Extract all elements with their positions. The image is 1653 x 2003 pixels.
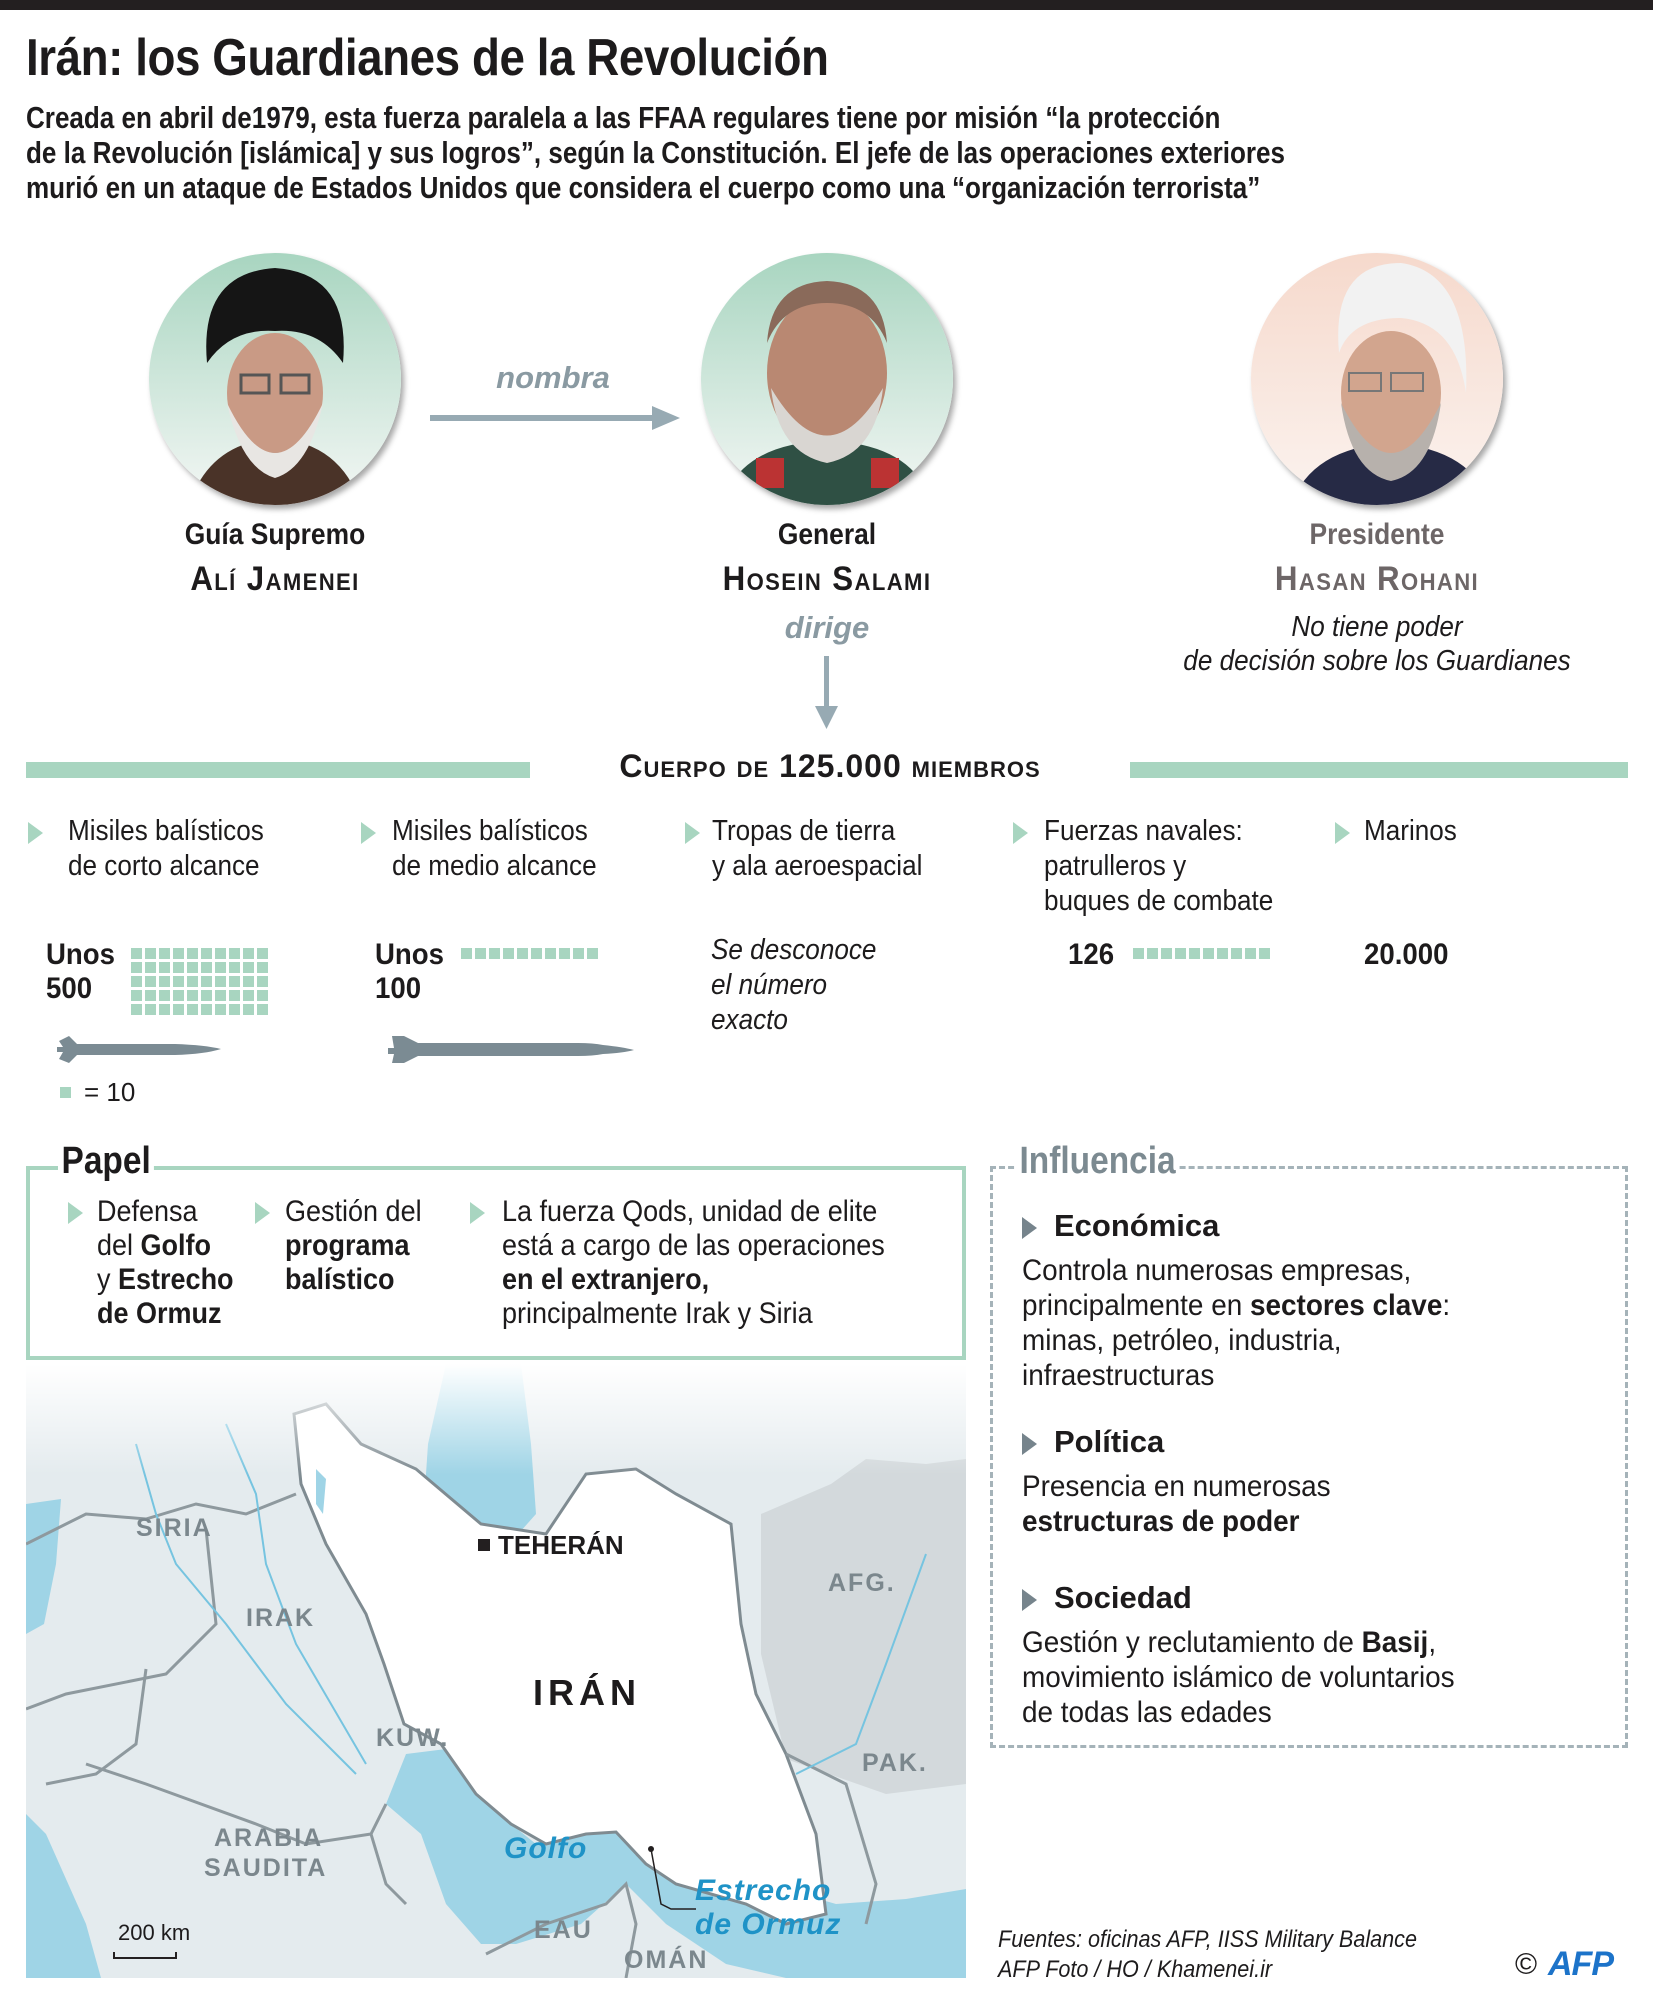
leads-label: dirige — [784, 610, 870, 645]
unit-square-icon — [145, 976, 156, 987]
unit-square-icon — [461, 948, 472, 959]
papel-item-qods — [502, 1195, 885, 1331]
unit-square-icon — [573, 948, 584, 959]
unit-square-icon — [1259, 948, 1270, 959]
rohani-note — [1143, 610, 1611, 678]
papel-title: Papel — [58, 1140, 154, 1183]
map-label-gulf: Golfo — [504, 1832, 588, 1865]
unit-square-icon — [503, 948, 514, 959]
person-name: Hosein Salami — [722, 560, 932, 598]
unit-square-icon — [257, 1004, 268, 1015]
page-title: Irán: los Guardianes de la Revolución — [26, 29, 829, 87]
papel-line: en el extranjero, — [502, 1263, 710, 1296]
map-label-country: PAK. — [862, 1749, 928, 1777]
person-photo-icon — [1251, 253, 1503, 505]
papel-line: Gestión del — [285, 1195, 422, 1228]
category-line: de medio alcance — [392, 850, 597, 882]
influence-text-economic — [1022, 1253, 1450, 1393]
count-marines: 20.000 — [1364, 938, 1449, 971]
portrait-salami — [701, 253, 953, 505]
unit-square-icon — [173, 962, 184, 973]
map-label-country: SIRIA — [136, 1514, 213, 1542]
arrow-right-icon — [430, 405, 682, 433]
category-line: patrulleros y — [1044, 850, 1187, 882]
appoints-label: nombra — [496, 360, 610, 395]
unit-square-icon — [173, 1004, 184, 1015]
subtitle — [26, 100, 1454, 205]
unit-square-icon — [201, 948, 212, 959]
role-label: Presidente — [1309, 518, 1445, 551]
unit-square-icon — [1231, 948, 1242, 959]
unit-square-icon — [229, 990, 240, 1001]
map-label-country: ARABIA — [214, 1824, 324, 1852]
count-line: 100 — [375, 972, 422, 1005]
bullet-icon — [1022, 1589, 1037, 1611]
person-name: Alí Jamenei — [190, 560, 360, 598]
short-range-missile-icon — [55, 1032, 225, 1066]
unit-square-icon — [201, 976, 212, 987]
category-label — [392, 814, 597, 884]
category-line: Fuerzas navales: — [1044, 815, 1243, 847]
unit-square-icon — [531, 948, 542, 959]
unit-square-icon — [187, 1004, 198, 1015]
unit-square-icon — [257, 948, 268, 959]
bullet-icon — [1022, 1217, 1037, 1239]
unit-square-icon — [1147, 948, 1158, 959]
unit-square-icon — [1175, 948, 1186, 959]
unit-square-icon — [243, 990, 254, 1001]
unit-square-icon — [131, 948, 142, 959]
unit-square-icon — [243, 962, 254, 973]
map-label-country: IRAK — [246, 1604, 316, 1632]
map-label-iran: IRÁN — [533, 1672, 641, 1713]
papel-line: y Estrecho — [97, 1263, 234, 1296]
note-line: exacto — [711, 1004, 788, 1036]
influence-line: de todas las edades — [1022, 1696, 1272, 1729]
note-line: el número — [711, 969, 828, 1001]
influence-heading: Económica — [1054, 1208, 1220, 1243]
count-line: Unos — [46, 938, 115, 971]
unit-square-icon — [1203, 948, 1214, 959]
map-label-country: EAU — [534, 1916, 593, 1944]
papel-item-ballistic — [285, 1195, 422, 1297]
unit-square-icon — [173, 990, 184, 1001]
unit-square-icon — [201, 962, 212, 973]
papel-line: La fuerza Qods, unidad de elite — [502, 1195, 878, 1228]
count-short-range — [46, 938, 115, 1006]
map-label-country: SAUDITA — [204, 1854, 328, 1882]
unit-grid-500 — [131, 948, 268, 1015]
category-line: Misiles balísticos — [68, 815, 264, 847]
unit-square-icon — [1217, 948, 1228, 959]
category-line: buques de combate — [1044, 885, 1274, 917]
unit-square-icon — [559, 948, 570, 959]
bullet-icon — [1335, 822, 1350, 844]
top-bar — [0, 0, 1653, 10]
person-name: Hasan Rohani — [1274, 560, 1480, 598]
unit-square-icon — [215, 948, 226, 959]
role-label: General — [777, 518, 877, 551]
unit-square-icon — [215, 990, 226, 1001]
copyright-icon: © — [1515, 1948, 1538, 1981]
role-label: Guía Supremo — [184, 518, 366, 551]
influence-line: movimiento islámico de voluntarios — [1022, 1661, 1455, 1694]
unit-square-icon — [173, 948, 184, 959]
person-photo-icon — [701, 253, 953, 505]
bullet-icon — [470, 1202, 485, 1224]
unit-square-icon — [159, 962, 170, 973]
unit-square-icon — [159, 976, 170, 987]
unit-square-icon — [187, 948, 198, 959]
count-naval: 126 — [1068, 938, 1115, 971]
category-line: Marinos — [1364, 815, 1457, 847]
unit-square-icon — [257, 990, 268, 1001]
unit-square-icon — [173, 976, 184, 987]
note-line: de decisión sobre los Guardianes — [1183, 645, 1571, 677]
note-line: Se desconoce — [711, 934, 877, 966]
unit-square-icon — [1245, 948, 1256, 959]
unit-square-icon — [517, 948, 528, 959]
bullet-icon — [255, 1202, 270, 1224]
influence-heading: Sociedad — [1054, 1580, 1192, 1615]
unit-square-icon — [159, 948, 170, 959]
bullet-icon — [1022, 1433, 1037, 1455]
influence-line: minas, petróleo, industria, — [1022, 1324, 1342, 1357]
category-label — [712, 814, 922, 884]
category-line: Tropas de tierra — [712, 815, 896, 847]
corps-title: Cuerpo de 125.000 miembros — [530, 748, 1130, 785]
unit-square-icon — [145, 990, 156, 1001]
afp-logo: AFP — [1548, 1945, 1613, 1983]
unit-square-icon — [201, 1004, 212, 1015]
unit-square-icon — [159, 1004, 170, 1015]
category-label — [68, 814, 264, 884]
unit-row-100 — [461, 948, 598, 959]
unit-square-icon — [215, 962, 226, 973]
unit-square-icon — [1161, 948, 1172, 959]
unit-square-icon — [215, 1004, 226, 1015]
unit-square-icon — [229, 1004, 240, 1015]
unit-square-icon — [489, 948, 500, 959]
unknown-count-note — [711, 933, 876, 1038]
unit-square-icon — [545, 948, 556, 959]
unit-square-icon — [229, 962, 240, 973]
influence-line: Controla numerosas empresas, — [1022, 1254, 1412, 1287]
unit-square-icon — [257, 976, 268, 987]
count-medium-range — [375, 938, 444, 1006]
category-line: y ala aeroespacial — [712, 850, 923, 882]
medium-range-missile-icon — [388, 1032, 638, 1066]
person-photo-icon — [149, 253, 401, 505]
count-line: Unos — [375, 938, 444, 971]
sources-line: Fuentes: oficinas AFP, IISS Military Balance — [998, 1926, 1417, 1953]
strait-line: Estrecho — [695, 1874, 832, 1907]
region-map — [26, 1364, 966, 1978]
unit-square-icon — [201, 990, 212, 1001]
legend-label: = 10 — [84, 1077, 136, 1107]
unit-square-icon — [187, 976, 198, 987]
influence-line: estructuras de poder — [1022, 1505, 1300, 1538]
influence-line: Presencia en numerosas — [1022, 1470, 1331, 1503]
category-line: de corto alcance — [68, 850, 260, 882]
papel-line: del Golfo — [97, 1229, 212, 1262]
portrait-rohani — [1251, 253, 1503, 505]
note-line: No tiene poder — [1291, 611, 1463, 643]
influence-line: Gestión y reclutamiento de Basij, — [1022, 1626, 1437, 1659]
papel-line: Defensa — [97, 1195, 198, 1228]
influence-heading: Política — [1054, 1424, 1165, 1459]
category-line: Misiles balísticos — [392, 815, 588, 847]
map-label-country: AFG. — [828, 1569, 896, 1597]
unit-square-icon — [243, 976, 254, 987]
map-label-capital: TEHERÁN — [498, 1530, 624, 1560]
papel-line: balístico — [285, 1263, 395, 1296]
papel-line: principalmente Irak y Siria — [502, 1297, 813, 1330]
subtitle-line: Creada en abril de1979, esta fuerza paralela a las FFAA regulares tiene por misión “la protección — [26, 100, 1221, 135]
influence-text-political — [1022, 1469, 1331, 1539]
category-label — [1044, 814, 1273, 919]
unit-square-icon — [229, 976, 240, 987]
capital-marker-icon — [478, 1539, 490, 1551]
influencia-title: Influencia — [1016, 1140, 1179, 1183]
map-label-country: OMÁN — [624, 1946, 709, 1974]
unit-square-icon — [243, 948, 254, 959]
photo-credit: AFP Foto / HO / Khamenei.ir — [998, 1956, 1273, 1983]
arrow-down-icon — [812, 656, 842, 730]
unit-square-icon — [187, 962, 198, 973]
bullet-icon — [68, 1202, 83, 1224]
bullet-icon — [685, 822, 700, 844]
unit-square-icon — [243, 1004, 254, 1015]
unit-square-icon — [257, 962, 268, 973]
unit-square-icon — [131, 962, 142, 973]
unit-square-icon — [159, 990, 170, 1001]
unit-square-icon — [229, 948, 240, 959]
bullet-icon — [1013, 822, 1028, 844]
unit-row-126 — [1133, 948, 1270, 959]
portrait-jamenei — [149, 253, 401, 505]
map-label-country: KUW. — [376, 1724, 450, 1752]
papel-line: está a cargo de las operaciones — [502, 1229, 885, 1262]
influence-line: principalmente en sectores clave: — [1022, 1289, 1451, 1322]
unit-square-icon — [215, 976, 226, 987]
influence-line: infraestructuras — [1022, 1359, 1215, 1392]
papel-item-gulf — [97, 1195, 234, 1331]
unit-square-icon — [145, 1004, 156, 1015]
unit-square-icon — [131, 1004, 142, 1015]
unit-square-icon — [475, 948, 486, 959]
unit-square-icon — [587, 948, 598, 959]
map-label-strait — [695, 1874, 841, 1942]
unit-square-icon — [1189, 948, 1200, 959]
unit-square-icon — [131, 976, 142, 987]
subtitle-line: de la Revolución [islámica] y sus logros”, según la Constitución. El jefe de las operaciones exteriores — [26, 135, 1285, 170]
bullet-icon — [361, 822, 376, 844]
subtitle-line: murió en un ataque de Estados Unidos que considera el cuerpo como una “organización terrorista” — [26, 170, 1261, 205]
bullet-icon — [28, 822, 43, 844]
papel-line: programa — [285, 1229, 410, 1262]
category-label — [1364, 814, 1457, 849]
unit-square-icon — [187, 990, 198, 1001]
legend-square-icon — [60, 1087, 71, 1098]
map-scale-label: 200 km — [118, 1920, 191, 1945]
strait-line: de Ormuz — [695, 1908, 842, 1941]
unit-square-icon — [131, 990, 142, 1001]
papel-line: de Ormuz — [97, 1297, 222, 1330]
influence-text-society — [1022, 1625, 1455, 1730]
unit-square-icon — [1133, 948, 1144, 959]
unit-square-icon — [145, 962, 156, 973]
sources — [998, 1925, 1417, 1985]
unit-square-icon — [145, 948, 156, 959]
count-line: 500 — [46, 972, 93, 1005]
